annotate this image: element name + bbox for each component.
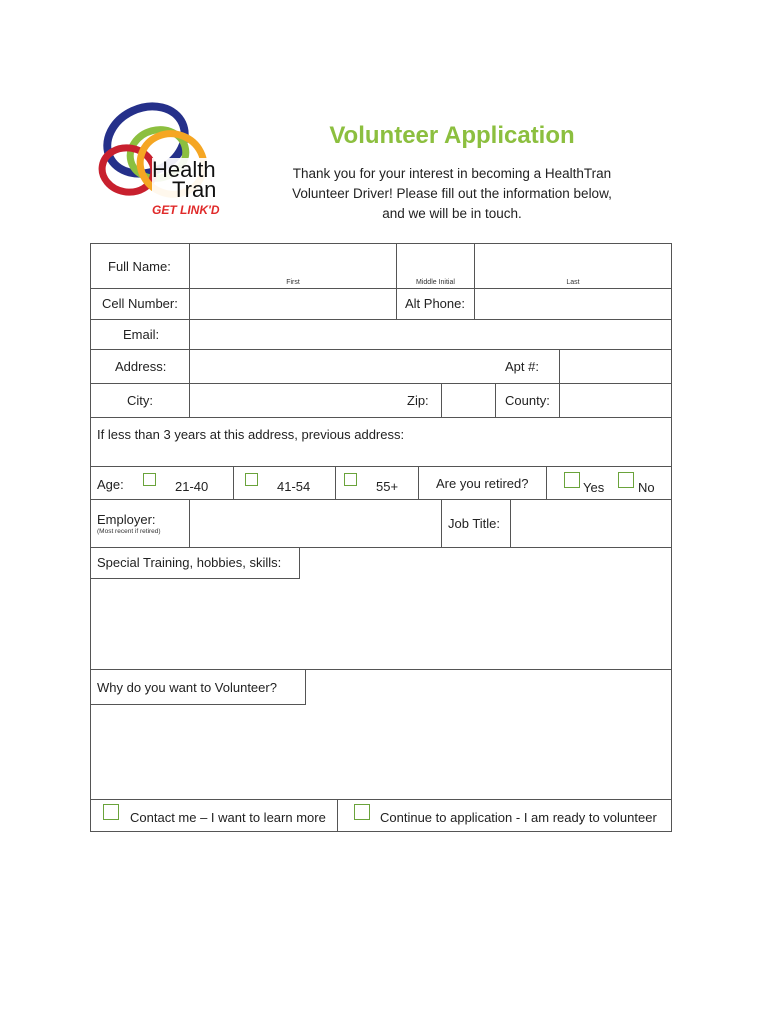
apt-label: Apt #: xyxy=(505,359,539,374)
continue-application-label: Continue to application - I am ready to volunteer xyxy=(380,810,657,825)
alt-phone-label: Alt Phone: xyxy=(405,296,465,311)
intro-text xyxy=(270,164,634,224)
cell-number-field[interactable] xyxy=(190,289,395,318)
county-field[interactable] xyxy=(560,384,670,416)
age-21-40-checkbox[interactable] xyxy=(143,473,156,486)
zip-field[interactable] xyxy=(442,384,494,416)
job-title-label: Job Title: xyxy=(448,516,501,531)
employer-field[interactable] xyxy=(190,500,440,546)
contact-me-checkbox[interactable] xyxy=(103,804,119,820)
retired-yes-label: Yes xyxy=(583,480,605,495)
last-name-sublabel: Last xyxy=(566,279,580,286)
first-name-sublabel: First xyxy=(286,279,300,286)
intro-line-2: Volunteer Driver! Please fill out the information below, xyxy=(292,186,612,201)
why-volunteer-label: Why do you want to Volunteer? xyxy=(97,680,277,695)
job-title-field[interactable] xyxy=(511,500,670,546)
age-label: Age: xyxy=(97,477,124,492)
county-label: County: xyxy=(505,393,550,408)
email-label: Email: xyxy=(123,327,160,342)
apt-field[interactable] xyxy=(560,350,670,382)
why-volunteer-field[interactable] xyxy=(91,706,670,798)
middle-initial-field[interactable] xyxy=(397,244,473,280)
retired-no-label: No xyxy=(638,480,655,495)
address-label: Address: xyxy=(115,359,167,374)
special-training-field[interactable] xyxy=(91,580,670,668)
logo-word-health: Health xyxy=(152,157,216,182)
city-label: City: xyxy=(127,393,153,408)
full-name-label: Full Name: xyxy=(108,259,171,274)
logo-tagline: GET LINK'D xyxy=(152,203,220,217)
age-41-54-label: 41-54 xyxy=(277,479,311,494)
middle-initial-sublabel: Middle Initial xyxy=(416,279,455,286)
special-training-label: Special Training, hobbies, skills: xyxy=(97,555,282,570)
previous-address-field[interactable] xyxy=(91,444,670,465)
last-name-field[interactable] xyxy=(475,244,670,280)
retired-no-checkbox[interactable] xyxy=(618,472,634,488)
retired-question-label: Are you retired? xyxy=(436,476,529,491)
zip-label: Zip: xyxy=(407,393,429,408)
healthtran-logo xyxy=(88,92,238,222)
previous-address-label: If less than 3 years at this address, previous address: xyxy=(97,427,405,442)
age-21-40-label: 21-40 xyxy=(175,479,209,494)
page-title: Volunteer Application xyxy=(329,122,575,149)
retired-yes-checkbox[interactable] xyxy=(564,472,580,488)
age-55-plus-checkbox[interactable] xyxy=(344,473,357,486)
employer-label: Employer: xyxy=(97,512,156,527)
age-55-plus-label: 55+ xyxy=(376,479,399,494)
cell-number-label: Cell Number: xyxy=(102,296,178,311)
contact-me-label: Contact me – I want to learn more xyxy=(130,810,326,825)
email-field[interactable] xyxy=(190,320,670,348)
alt-phone-field[interactable] xyxy=(475,289,670,318)
age-41-54-checkbox[interactable] xyxy=(245,473,258,486)
logo-word-tran: Tran xyxy=(172,177,217,202)
employer-note: (Most recent if retired) xyxy=(97,528,161,535)
address-field[interactable] xyxy=(190,350,500,382)
first-name-field[interactable] xyxy=(190,244,395,280)
intro-line-1: Thank you for your interest in becoming a HealthTran xyxy=(292,166,612,181)
intro-line-3: and we will be in touch. xyxy=(382,206,522,221)
continue-application-checkbox[interactable] xyxy=(354,804,370,820)
city-field[interactable] xyxy=(190,384,400,416)
